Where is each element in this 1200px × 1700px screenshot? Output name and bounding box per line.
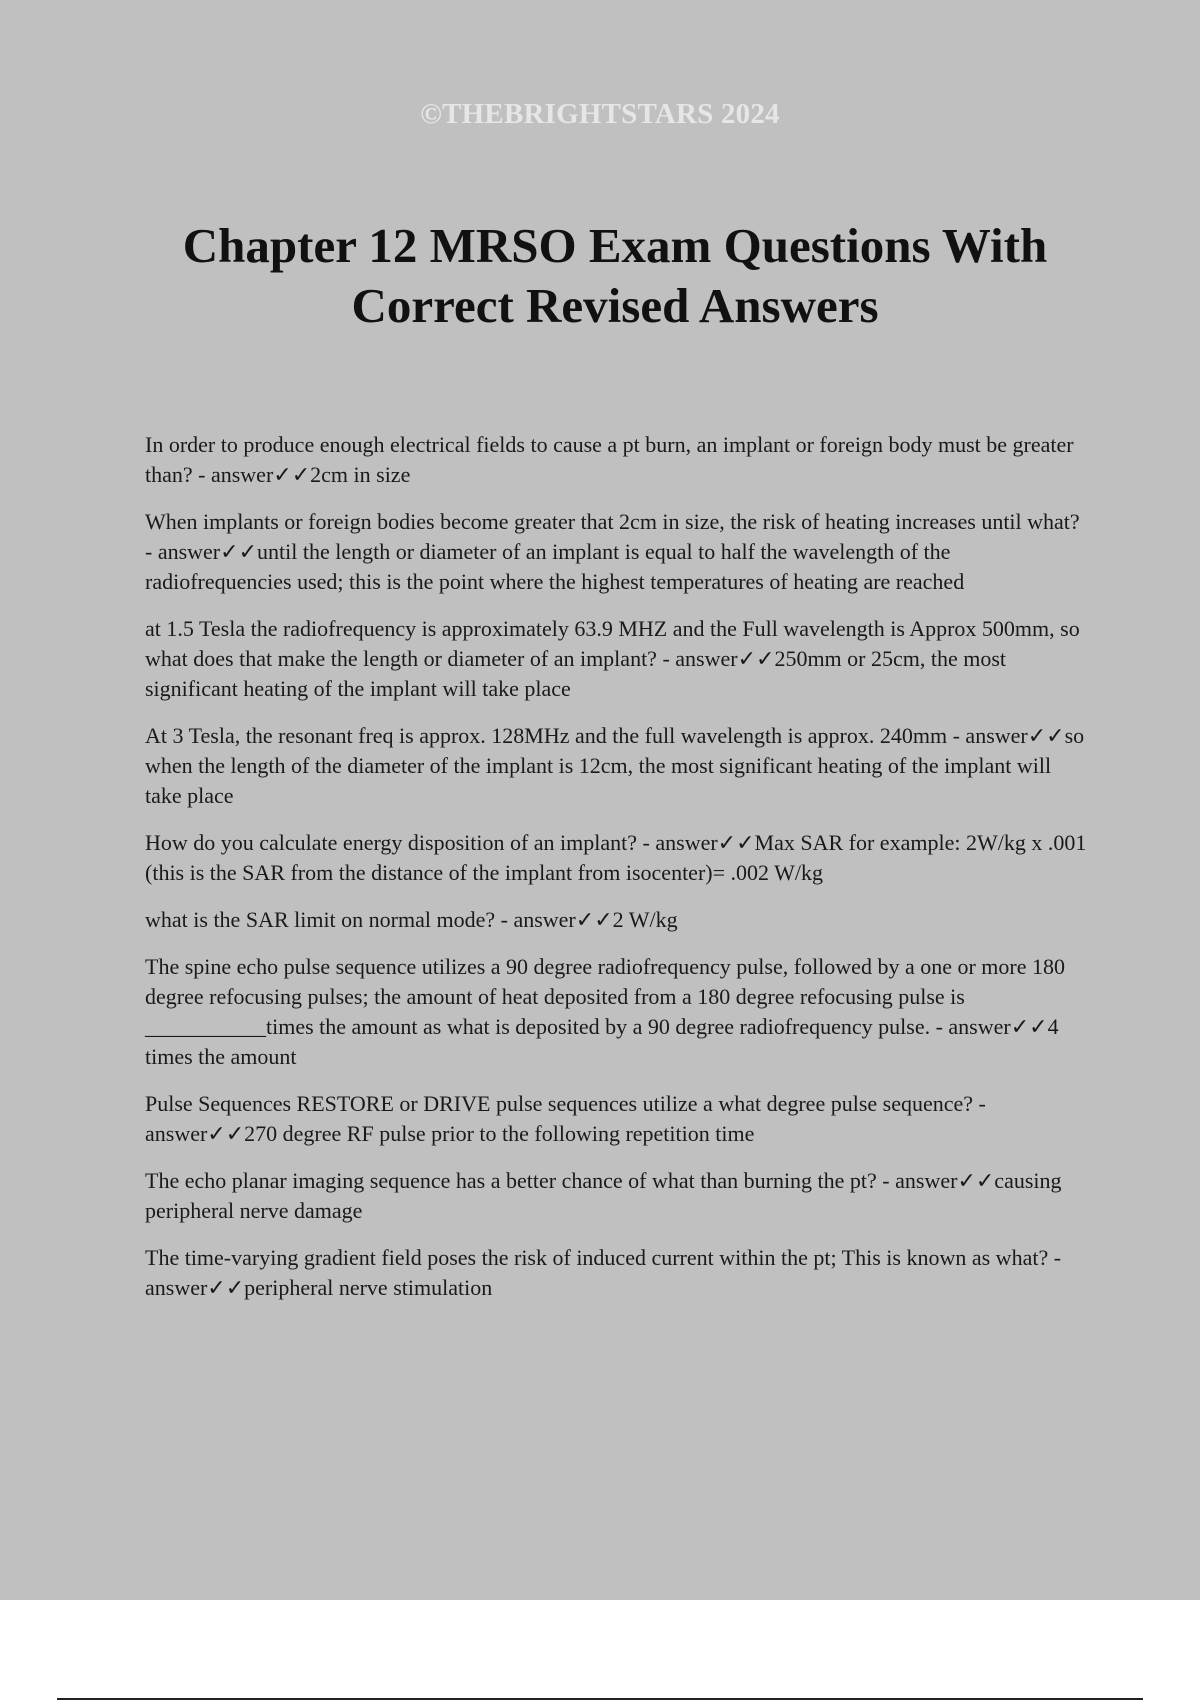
qa-item: The time-varying gradient field poses the risk of induced current within the pt; This is known as what? - answer✓✓peripheral nerve stimulation bbox=[145, 1245, 1062, 1300]
qa-item: what is the SAR limit on normal mode? - answer✓✓2 W/kg bbox=[145, 907, 678, 932]
qa-item: At 3 Tesla, the resonant freq is approx. 128MHz and the full wavelength is approx. 240mm - answer✓✓so when the length of the diameter of the implant is 12cm, the most significant heating of the implant will take place bbox=[145, 723, 1085, 808]
qa-item: In order to produce enough electrical fields to cause a pt burn, an implant or foreign body must be greater than? - answer✓✓2cm in size bbox=[145, 432, 1074, 487]
qa-item: The spine echo pulse sequence utilizes a 90 degree radiofrequency pulse, followed by a one or more 180 degree refocusing pulses; the amount of heat deposited from a 180 degree refocusing pulse is ___________times the amount as what is deposited by a 90 degree radiofrequency pulse. - answer✓✓4 times the amount bbox=[145, 954, 1066, 1069]
watermark: ©THEBRIGHTSTARS 2024 bbox=[420, 98, 780, 130]
qa-list bbox=[145, 430, 1090, 1320]
qa-item: When implants or foreign bodies become greater that 2cm in size, the risk of heating increases until what? - answer✓✓until the length or diameter of an implant is equal to half the wavelength of the radiofrequencies used; this is the point where the highest temperatures of heating are reached bbox=[145, 509, 1080, 594]
document-title: Chapter 12 MRSO Exam Questions With Correct Revised Answers bbox=[182, 218, 1048, 333]
qa-item: Pulse Sequences RESTORE or DRIVE pulse sequences utilize a what degree pulse sequence? - answer✓✓270 degree RF pulse prior to the following repetition time bbox=[145, 1091, 986, 1146]
qa-item: at 1.5 Tesla the radiofrequency is approximately 63.9 MHZ and the Full wavelength is Approx 500mm, so what does that make the length or diameter of an implant? - answer✓✓250mm or 25cm, the most significant heating of the implant will take place bbox=[145, 616, 1080, 701]
qa-item: The echo planar imaging sequence has a better chance of what than burning the pt? - answer✓✓causing peripheral nerve damage bbox=[145, 1168, 1062, 1223]
qa-item: How do you calculate energy disposition of an implant? - answer✓✓Max SAR for example: 2W/kg x .001 (this is the SAR from the distance of the implant from isocenter)= .002 W/kg bbox=[145, 830, 1087, 885]
